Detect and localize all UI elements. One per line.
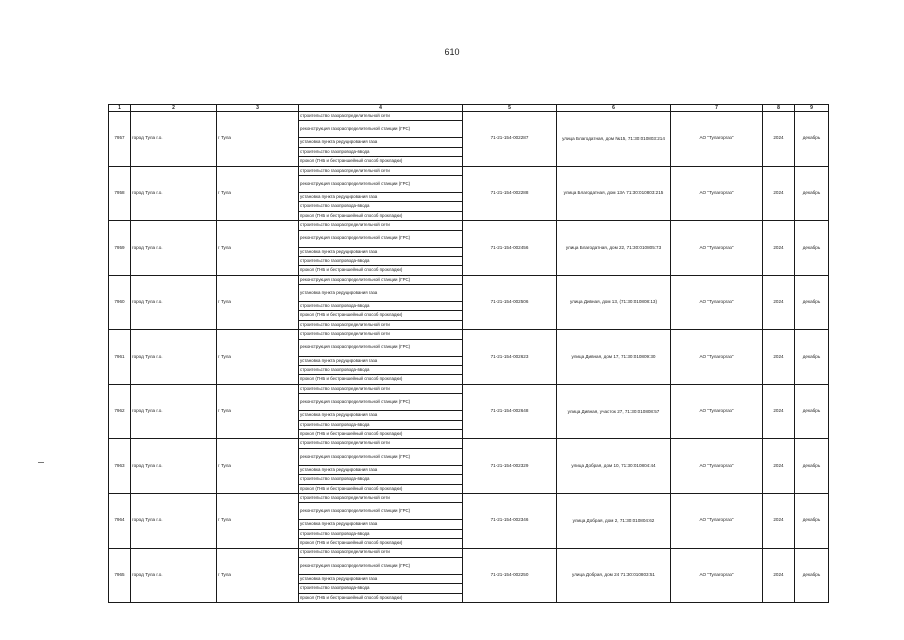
year: 2024 [763, 330, 795, 385]
work-type: строительство газопровода-ввода [299, 420, 463, 429]
record-row [109, 275, 829, 284]
object-code: 71-21-154-002250 [463, 548, 557, 603]
address: улица Дивная, участок 27, 71:30:010808:57 [557, 384, 671, 439]
column-header: 4 [299, 105, 463, 112]
organization: АО "Тулагоргаз" [671, 493, 763, 548]
work-type: строительство газораспределительной сети [299, 384, 463, 393]
record-number: 7960 [109, 275, 131, 330]
municipality: город Тула г.о. [131, 221, 217, 276]
month: декабрь [795, 275, 829, 330]
record-number: 7961 [109, 330, 131, 385]
object-code: 71-21-154-002506 [463, 275, 557, 330]
object-code: 71-21-154-002288 [463, 166, 557, 221]
column-header: 6 [557, 105, 671, 112]
year: 2024 [763, 166, 795, 221]
record-row [109, 493, 829, 502]
work-type: строительство газораспределительной сети [299, 320, 463, 329]
organization: АО "Тулагоргаз" [671, 166, 763, 221]
work-type: прокол (ГНБ и бестраншейный способ прокладки) [299, 157, 463, 166]
object-code: 71-21-154-002456 [463, 221, 557, 276]
municipality: город Тула г.о. [131, 112, 217, 167]
work-type: установка пункта редуцирования газа [299, 192, 463, 201]
column-header: 9 [795, 105, 829, 112]
work-type: установка пункта редуцирования газа [299, 285, 463, 302]
work-type: установка пункта редуцирования газа [299, 247, 463, 256]
month: декабрь [795, 221, 829, 276]
record-row [109, 166, 829, 175]
register-table [108, 104, 829, 603]
work-type: реконструкция газораспределительной станции (ГРС) [299, 339, 463, 356]
locality: г Тула [217, 330, 299, 385]
column-header: 2 [131, 105, 217, 112]
work-type: реконструкция газораспределительной станции (ГРС) [299, 557, 463, 574]
address: улица Добрая, дом 24 71:30:010803:51 [557, 548, 671, 603]
address: улица Дивная, дом 17, 71:30:010809:30 [557, 330, 671, 385]
record-number: 7963 [109, 439, 131, 494]
address: улица Благодатная, дом 22, 71:30:010805:73 [557, 221, 671, 276]
organization: АО "Тулагоргаз" [671, 275, 763, 330]
record-row [109, 548, 829, 557]
month: декабрь [795, 112, 829, 167]
work-type: реконструкция газораспределительной станции (ГРС) [299, 448, 463, 465]
year: 2024 [763, 548, 795, 603]
work-type: прокол (ГНБ и бестраншейный способ прокладки) [299, 375, 463, 384]
work-type: строительство газопровода-ввода [299, 256, 463, 265]
year: 2024 [763, 439, 795, 494]
locality: г Тула [217, 384, 299, 439]
work-type: реконструкция газораспределительной станции (ГРС) [299, 394, 463, 411]
organization: АО "Тулагоргаз" [671, 548, 763, 603]
year: 2024 [763, 221, 795, 276]
record-number: 7962 [109, 384, 131, 439]
municipality: город Тула г.о. [131, 166, 217, 221]
record-row [109, 384, 829, 393]
work-type: строительство газораспределительной сети [299, 439, 463, 448]
locality: г Тула [217, 166, 299, 221]
work-type: строительство газопровода-ввода [299, 147, 463, 156]
record-number: 7959 [109, 221, 131, 276]
work-type: строительство газораспределительной сети [299, 493, 463, 502]
record-row [109, 330, 829, 339]
work-type: реконструкция газораспределительной станции (ГРС) [299, 503, 463, 520]
record-row [109, 112, 829, 121]
object-code: 71-21-154-002329 [463, 439, 557, 494]
municipality: город Тула г.о. [131, 275, 217, 330]
month: декабрь [795, 493, 829, 548]
work-type: реконструкция газораспределительной станции (ГРС) [299, 121, 463, 138]
object-code: 71-21-154-002648 [463, 384, 557, 439]
work-type: строительство газопровода-ввода [299, 584, 463, 593]
work-type: строительство газораспределительной сети [299, 221, 463, 230]
work-type: установка пункта редуцирования газа [299, 356, 463, 365]
year: 2024 [763, 112, 795, 167]
column-header: 5 [463, 105, 557, 112]
year: 2024 [763, 275, 795, 330]
month: декабрь [795, 330, 829, 385]
municipality: город Тула г.о. [131, 548, 217, 603]
year: 2024 [763, 384, 795, 439]
work-type: строительство газораспределительной сети [299, 166, 463, 175]
work-type: прокол (ГНБ и бестраншейный способ прокладки) [299, 429, 463, 438]
work-type: прокол (ГНБ и бестраншейный способ прокладки) [299, 211, 463, 220]
work-type: строительство газопровода-ввода [299, 302, 463, 311]
work-type: строительство газопровода-ввода [299, 475, 463, 484]
work-type: строительство газопровода-ввода [299, 366, 463, 375]
month: декабрь [795, 384, 829, 439]
work-type: прокол (ГНБ и бестраншейный способ прокладки) [299, 311, 463, 320]
locality: г Тула [217, 493, 299, 548]
organization: АО "Тулагоргаз" [671, 112, 763, 167]
address: улица Добрая, дом 10, 71:30:010804:44 [557, 439, 671, 494]
work-type: установка пункта редуцирования газа [299, 574, 463, 583]
work-type: строительство газораспределительной сети [299, 548, 463, 557]
municipality: город Тула г.о. [131, 384, 217, 439]
record-number: 7958 [109, 166, 131, 221]
year: 2024 [763, 493, 795, 548]
work-type: прокол (ГНБ и бестраншейный способ прокладки) [299, 484, 463, 493]
organization: АО "Тулагоргаз" [671, 221, 763, 276]
address: улица Добрая, дом 2, 71:30:010804:62 [557, 493, 671, 548]
object-code: 71-21-154-002623 [463, 330, 557, 385]
municipality: город Тула г.о. [131, 330, 217, 385]
work-type: строительство газораспределительной сети [299, 330, 463, 339]
page-number: 610 [444, 47, 460, 57]
month: декабрь [795, 166, 829, 221]
work-type: установка пункта редуцирования газа [299, 520, 463, 529]
margin-mark [38, 462, 44, 463]
work-type: реконструкция газораспределительной станции (ГРС) [299, 230, 463, 247]
work-type: прокол (ГНБ и бестраншейный способ прокладки) [299, 593, 463, 602]
column-header: 7 [671, 105, 763, 112]
work-type: установка пункта редуцирования газа [299, 465, 463, 474]
organization: АО "Тулагоргаз" [671, 330, 763, 385]
address: улица Благодатная, дом 13А 71:30:010803:215 [557, 166, 671, 221]
record-number: 7964 [109, 493, 131, 548]
record-row [109, 221, 829, 230]
record-number: 7957 [109, 112, 131, 167]
work-type: установка пункта редуцирования газа [299, 138, 463, 147]
work-type: строительство газопровода-ввода [299, 202, 463, 211]
work-type: строительство газопровода-ввода [299, 529, 463, 538]
work-type: строительство газораспределительной сети [299, 112, 463, 121]
locality: г Тула [217, 548, 299, 603]
record-row [109, 439, 829, 448]
organization: АО "Тулагоргаз" [671, 439, 763, 494]
object-code: 71-21-154-002346 [463, 493, 557, 548]
work-type: прокол (ГНБ и бестраншейный способ прокладки) [299, 266, 463, 275]
address: улица Дивная, дом 13, (71:30:010808:13) [557, 275, 671, 330]
column-header: 1 [109, 105, 131, 112]
organization: АО "Тулагоргаз" [671, 384, 763, 439]
column-header: 3 [217, 105, 299, 112]
month: декабрь [795, 439, 829, 494]
municipality: город Тула г.о. [131, 439, 217, 494]
locality: г Тула [217, 221, 299, 276]
work-type: реконструкция газораспределительной станции (ГРС) [299, 175, 463, 192]
locality: г Тула [217, 439, 299, 494]
locality: г Тула [217, 275, 299, 330]
work-type: прокол (ГНБ и бестраншейный способ прокладки) [299, 539, 463, 548]
column-header: 8 [763, 105, 795, 112]
record-number: 7965 [109, 548, 131, 603]
locality: г Тула [217, 112, 299, 167]
work-type: реконструкция газораспределительной станции (ГРС) [299, 275, 463, 284]
month: декабрь [795, 548, 829, 603]
address: улица Благодатная, дом №15, 71:30:010803:214 [557, 112, 671, 167]
column-header-row [109, 105, 829, 112]
work-type: установка пункта редуцирования газа [299, 411, 463, 420]
municipality: город Тула г.о. [131, 493, 217, 548]
object-code: 71-21-154-002287 [463, 112, 557, 167]
